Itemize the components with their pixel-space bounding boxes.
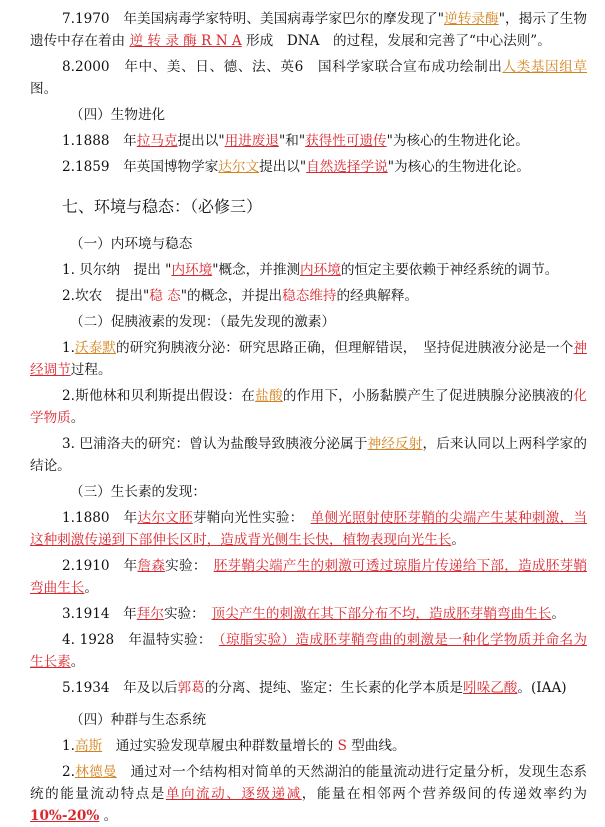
text-run: 2. bbox=[62, 764, 75, 780]
text-run: 2.1910 年 bbox=[62, 558, 138, 574]
text-run: 2.斯他林和贝利斯提出假设：在 bbox=[62, 388, 256, 404]
highlighted-term: 高斯 bbox=[74, 738, 103, 754]
text-run: 1. bbox=[62, 738, 75, 754]
paragraph bbox=[30, 337, 587, 381]
text-run: "和" bbox=[278, 133, 306, 149]
text-run: ，能量在相邻两个营养级间的传递效率约为 bbox=[301, 786, 588, 802]
section-heading bbox=[30, 233, 587, 255]
highlighted-term: S bbox=[337, 738, 347, 754]
text-run: 2.坎农 提出" bbox=[62, 288, 150, 304]
text-run: 8.2000 年中、美、日、德、法、英6 国科学家联合宣布成功绘制出 bbox=[62, 59, 503, 75]
highlighted-term: 10%-20% bbox=[30, 808, 100, 824]
text-run: 的经典解释。 bbox=[336, 288, 419, 304]
highlighted-term: 盐酸 bbox=[255, 388, 283, 404]
highlighted-term: 单侧光照射使胚芽鞘的尖端产生某种刺激，当这种刺激传递到下部伸长区时，造成背光侧生长快，植物表现向光生长 bbox=[30, 510, 588, 548]
text-run: "为核心的生物进化论。 bbox=[386, 133, 529, 149]
text-run: 型曲线。 bbox=[346, 738, 406, 754]
text-run: 。 bbox=[84, 580, 98, 596]
text-run: 4. 1928 年温特实验： bbox=[62, 632, 219, 648]
paragraph bbox=[30, 555, 587, 599]
text-run: 过程。 bbox=[70, 362, 112, 378]
section-heading bbox=[30, 194, 587, 217]
text-run: 。 bbox=[451, 532, 465, 548]
highlighted-term: 顶尖产生的刺激在其下部分布不均，造成胚芽鞘弯曲生长 bbox=[211, 606, 552, 622]
text-run: "的概念，并提出 bbox=[180, 288, 283, 304]
section-heading bbox=[30, 311, 587, 333]
highlighted-term: 内环境 bbox=[171, 262, 213, 278]
highlighted-term: （琼脂实验）造成胚芽鞘弯曲的刺激是一种化学物质并命名为生长素 bbox=[30, 632, 587, 670]
paragraph bbox=[30, 433, 587, 477]
text-run: 芽鞘向光性实验： bbox=[192, 510, 311, 526]
paragraph bbox=[30, 385, 587, 429]
section-heading bbox=[30, 481, 587, 503]
section-heading bbox=[30, 709, 587, 731]
highlighted-term: 化学物质 bbox=[30, 388, 588, 426]
text-run: 。 bbox=[70, 654, 85, 670]
text-run: "，揭示了生物遗传中存在着由 bbox=[30, 11, 588, 49]
paragraph bbox=[30, 603, 587, 625]
text-run: 的分离、提纯、鉴定：生长素的化学本质是 bbox=[204, 680, 464, 696]
paragraph bbox=[30, 629, 587, 673]
text-run: 1. bbox=[62, 340, 75, 356]
text-run: 。 bbox=[70, 410, 85, 426]
section-heading bbox=[30, 104, 587, 126]
highlighted-term: 神经调节 bbox=[30, 340, 588, 378]
paragraph bbox=[30, 735, 587, 757]
paragraph bbox=[30, 285, 587, 307]
highlighted-term: 拜尔 bbox=[136, 606, 164, 622]
text-run: 1.1888 年 bbox=[62, 133, 137, 149]
highlighted-term: 拉马克 bbox=[136, 133, 178, 149]
text-run: 提出以" bbox=[259, 159, 307, 175]
highlighted-term: 逆转录酶 bbox=[443, 11, 499, 27]
text-run: "概念，并推测 bbox=[212, 262, 301, 278]
highlighted-term: 神经反射 bbox=[367, 436, 423, 452]
highlighted-term: 达尔文 bbox=[218, 159, 260, 175]
highlighted-term: 郭葛 bbox=[177, 680, 205, 696]
highlighted-term: 胚芽鞘尖端产生的刺激可透过琼脂片传递给下部，造成胚芽鞘弯曲生长 bbox=[30, 558, 588, 596]
highlighted-term: 内环境 bbox=[300, 262, 341, 278]
paragraph bbox=[30, 259, 587, 281]
text-run: 形成 DNA 的过程，发展和完善了“中心法则”。 bbox=[241, 33, 551, 49]
text-run: （四）种群与生态系统 bbox=[70, 712, 206, 728]
highlighted-term: 吲哚乙酸 bbox=[463, 680, 518, 696]
highlighted-term: 沃泰默 bbox=[74, 340, 117, 356]
text-run: （一）内环境与稳态 bbox=[70, 236, 193, 252]
highlighted-term: 用进废退 bbox=[224, 133, 279, 149]
paragraph bbox=[30, 677, 587, 699]
text-run: 1.1880 年 bbox=[62, 510, 138, 526]
highlighted-term: 稳态维持 bbox=[282, 288, 337, 304]
highlighted-term: 单向流动、逐级递减 bbox=[165, 786, 302, 802]
highlighted-term: 稳 态 bbox=[149, 288, 181, 304]
text-run: 通过对一个结构相对简单的天然湖泊的能量流动进行定量分析，发现生态系统的能量流动特点是 bbox=[30, 764, 588, 802]
highlighted-term: 逆 转 录 酶 R N A bbox=[129, 33, 242, 49]
paragraph bbox=[30, 8, 587, 52]
text-run: "为核心的生物进化论。 bbox=[387, 159, 530, 175]
highlighted-term: 人类基因组草 bbox=[502, 59, 587, 75]
text-run: 实验： bbox=[165, 558, 214, 574]
paragraph bbox=[30, 130, 587, 152]
text-run: 。 bbox=[551, 606, 565, 622]
text-run: 图。 bbox=[30, 81, 58, 97]
text-run: 3. 巴浦洛夫的研究：曾认为盐酸导致胰液分泌属于 bbox=[62, 436, 368, 452]
text-run: 7.1970 年美国病毒学家特明、美国病毒学家巴尔的摩发现了" bbox=[62, 11, 444, 27]
highlighted-term: 自然选择学说 bbox=[306, 159, 388, 175]
text-run: （三）生长素的发现： bbox=[70, 484, 206, 500]
highlighted-term: 达尔文胚 bbox=[137, 510, 193, 526]
text-run: 。(IAA) bbox=[517, 680, 567, 696]
paragraph bbox=[30, 56, 587, 100]
paragraph bbox=[30, 507, 587, 551]
text-run: 1. 贝尔纳 提出 " bbox=[62, 262, 172, 278]
text-run: 3.1914 年 bbox=[62, 606, 137, 622]
text-run: 。 bbox=[99, 808, 118, 824]
text-run: 实验： bbox=[163, 606, 212, 622]
text-run: （二）促胰液素的发现：（最先发现的激素） bbox=[70, 314, 336, 330]
text-run: （四）生物进化 bbox=[70, 107, 166, 123]
text-run: 的恒定主要依赖于神经系统的调节。 bbox=[340, 262, 559, 278]
highlighted-term: 林德曼 bbox=[74, 764, 117, 780]
text-run: 的研究狗胰液分泌：研究思路正确，但理解错误， 坚持促进胰液分泌是一个 bbox=[116, 340, 574, 356]
text-run: 2.1859 年英国博物学家 bbox=[62, 159, 219, 175]
paragraph bbox=[30, 761, 587, 827]
text-run: 通过实验发现草履虫种群数量增长的 bbox=[102, 738, 338, 754]
paragraph bbox=[30, 156, 587, 178]
text-run: ，后来认同以上两科学家的结论。 bbox=[30, 436, 588, 474]
highlighted-term: 詹森 bbox=[137, 558, 166, 574]
highlighted-term: 获得性可遗传 bbox=[305, 133, 387, 149]
text-run: 提出以" bbox=[177, 133, 225, 149]
text-run: 5.1934 年及以后 bbox=[62, 680, 178, 696]
text-run: 的作用下，小肠黏膜产生了促进胰腺分泌胰液的 bbox=[282, 388, 574, 404]
text-run: 七、环境与稳态：（必修三） bbox=[62, 197, 263, 216]
